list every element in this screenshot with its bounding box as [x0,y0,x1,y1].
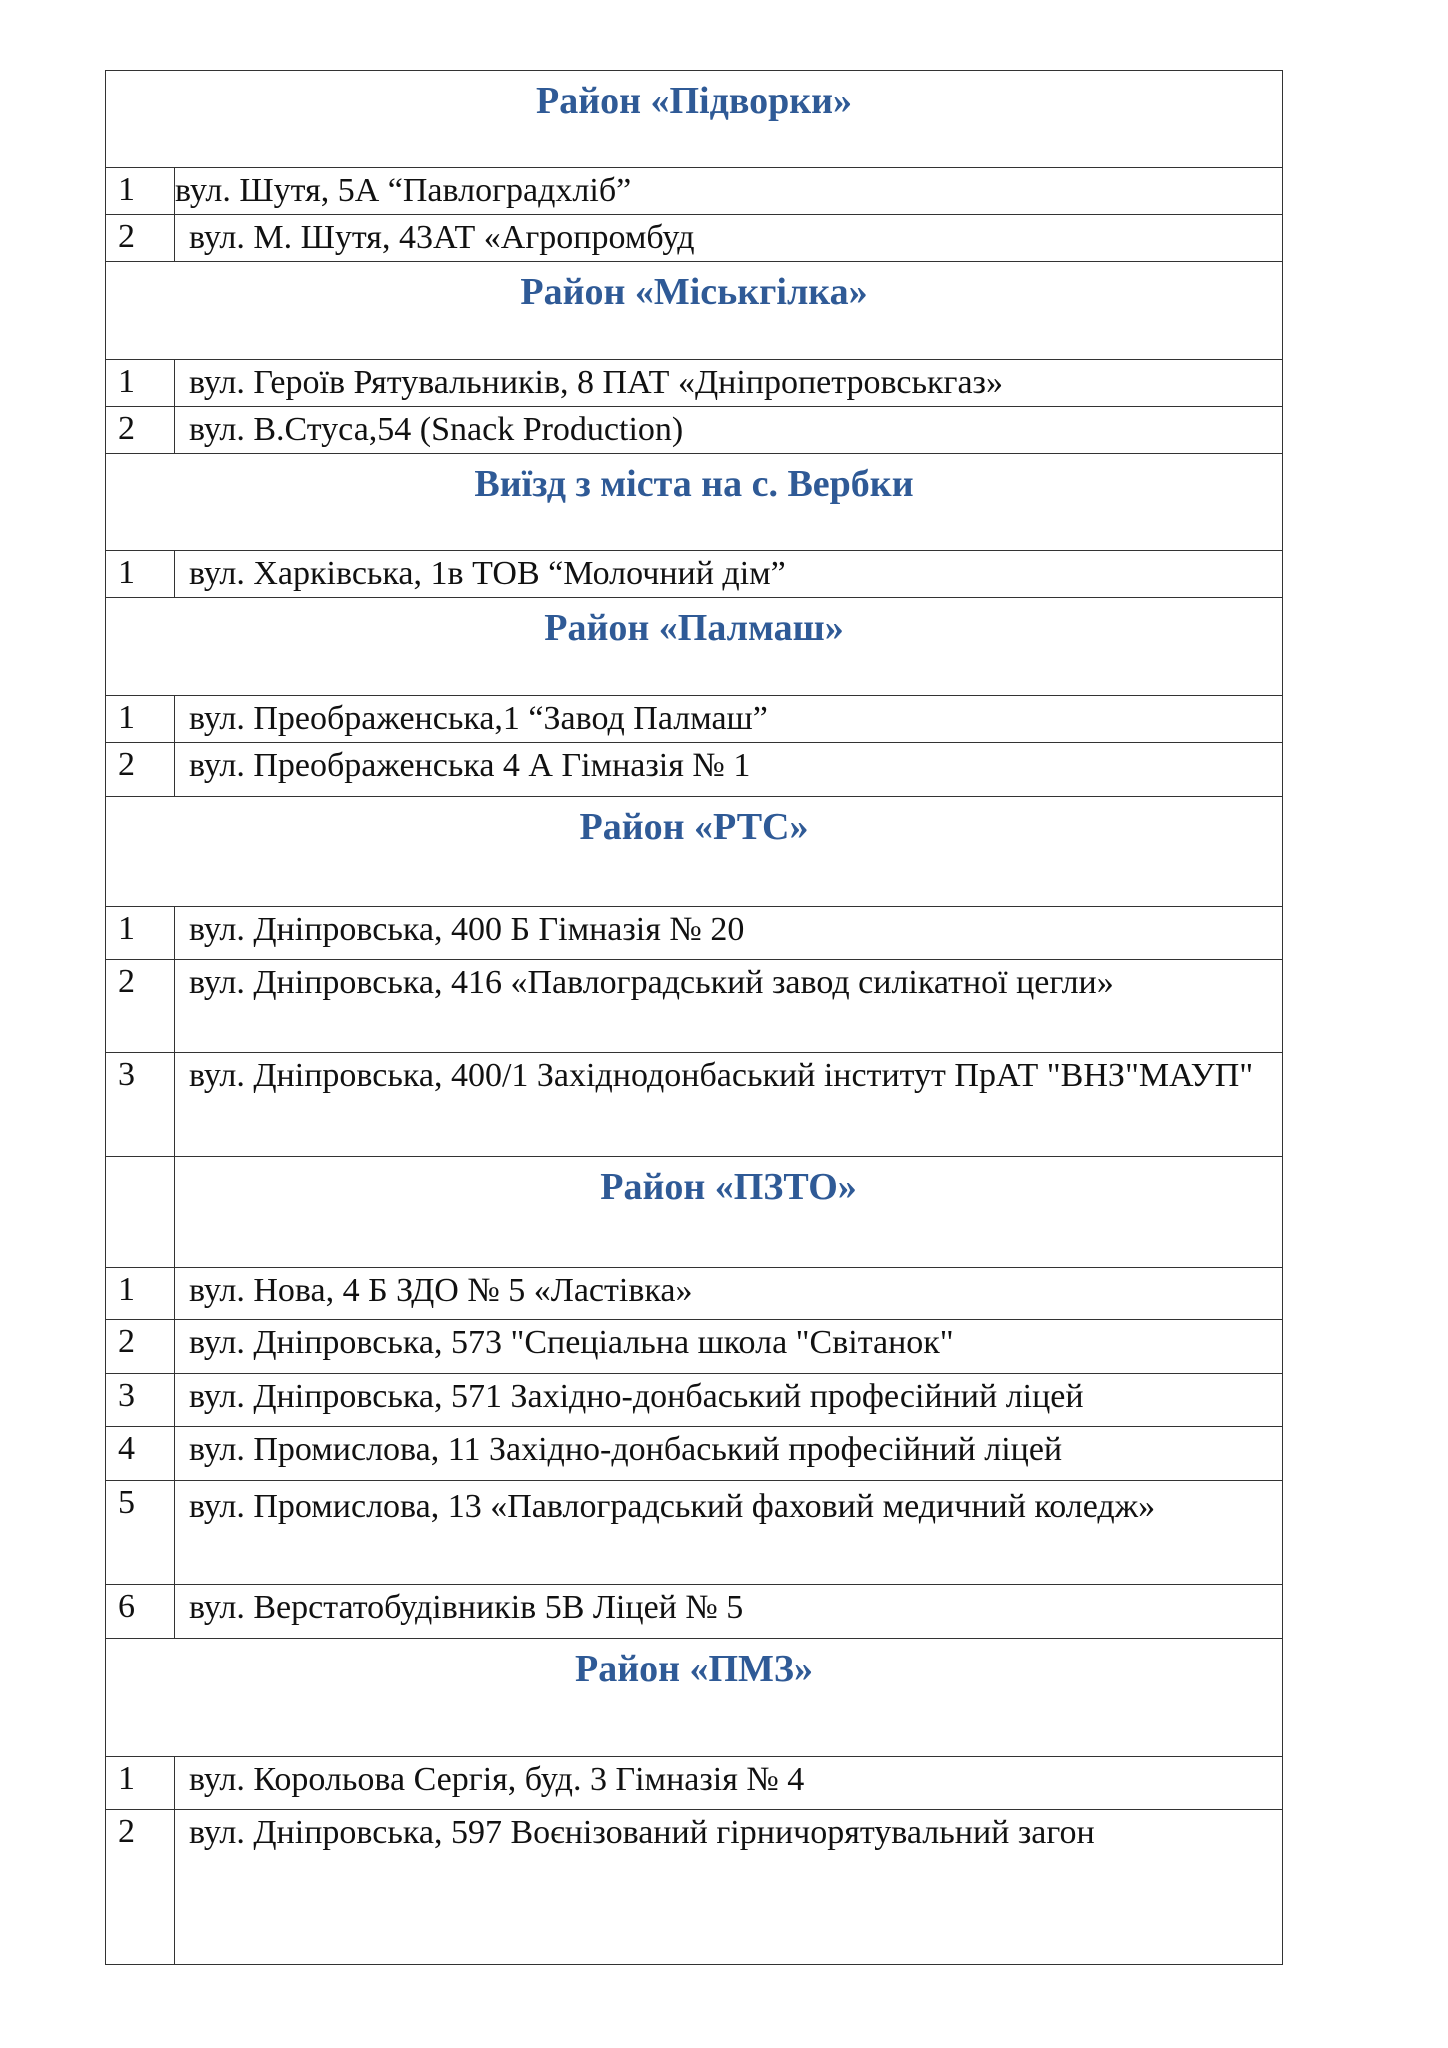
locations-table [105,70,1283,1965]
row-address: вул. Верстатобудівників 5В Ліцей № 5 [175,1585,1283,1639]
row-address: вул. Корольова Сергія, буд. 3 Гімназія № 4 [175,1757,1283,1810]
row-address: вул. Дніпровська, 400 Б Гімназія № 20 [175,907,1283,960]
row-number: 1 [106,1268,175,1320]
section-title: Район «Міськгілка» [106,262,1283,360]
row-address: вул. Дніпровська, 597 Воєнізований гірничорятувальний загон [175,1810,1283,1965]
table-row [106,1585,1283,1639]
row-number: 2 [106,407,175,454]
table-row [106,696,1283,743]
table-row [106,215,1283,262]
row-address: вул. В.Стуса,54 (Snack Production) [175,407,1283,454]
row-address: вул. М. Шутя, 43АТ «Агропромбуд [175,215,1283,262]
row-number: 3 [106,1374,175,1427]
section-header-row [106,454,1283,551]
table-row [106,907,1283,960]
row-number: 2 [106,743,175,797]
row-address: вул. Дніпровська, 416 «Павлоградський завод силікатної цегли» [175,960,1283,1053]
row-number: 2 [106,960,175,1053]
row-address: вул. Промислова, 13 «Павлоградський фаховий медичний коледж» [175,1481,1283,1585]
row-address: вул. Преображенська 4 А Гімназія № 1 [175,743,1283,797]
section-title: Район «Підворки» [106,71,1283,168]
table-row [106,407,1283,454]
section-header-row [106,797,1283,907]
row-number: 4 [106,1427,175,1481]
row-number: 1 [106,907,175,960]
row-address: вул. Дніпровська, 571 Західно-донбаський професійний ліцей [175,1374,1283,1427]
section-title: Район «РТС» [106,797,1283,907]
row-number: 1 [106,360,175,407]
row-number: 1 [106,551,175,598]
table-row [106,1268,1283,1320]
row-number: 1 [106,696,175,743]
row-address: вул. Шутя, 5А “Павлоградхліб” [175,168,1283,215]
table-row [106,1053,1283,1157]
table-row [106,1757,1283,1810]
table-row [106,1810,1283,1965]
row-number: 1 [106,168,175,215]
section-header-row [106,1639,1283,1757]
row-number: 1 [106,1757,175,1810]
table-row [106,551,1283,598]
table-row [106,1374,1283,1427]
section-header-row [106,262,1283,360]
table-row [106,743,1283,797]
section-header-row [106,71,1283,168]
section-title: Район «ПЗТО» [175,1157,1283,1268]
table-row [106,168,1283,215]
row-address: вул. Харківська, 1в ТОВ “Молочний дім” [175,551,1283,598]
section-header-row [106,1157,1283,1268]
section-title: Район «ПМЗ» [106,1639,1283,1757]
row-address: вул. Нова, 4 Б ЗДО № 5 «Ластівка» [175,1268,1283,1320]
row-address: вул. Преображенська,1 “Завод Палмаш” [175,696,1283,743]
row-address: вул. Промислова, 11 Західно-донбаський професійний ліцей [175,1427,1283,1481]
section-title: Район «Палмаш» [106,598,1283,696]
row-number: 3 [106,1053,175,1157]
empty-number-cell [106,1157,175,1268]
row-address: вул. Дніпровська, 400/1 Західнодонбаський інститут ПрАТ "ВНЗ"МАУП" [175,1053,1283,1157]
table-row [106,360,1283,407]
table-row [106,1427,1283,1481]
section-title: Виїзд з міста на с. Вербки [106,454,1283,551]
table-row [106,960,1283,1053]
row-number: 2 [106,1320,175,1374]
table-row [106,1481,1283,1585]
row-address: вул. Дніпровська, 573 "Спеціальна школа "Світанок" [175,1320,1283,1374]
section-header-row [106,598,1283,696]
row-number: 6 [106,1585,175,1639]
row-number: 5 [106,1481,175,1585]
row-address: вул. Героїв Рятувальників, 8 ПАТ «Дніпропетровськгаз» [175,360,1283,407]
row-number: 2 [106,215,175,262]
row-number: 2 [106,1810,175,1965]
table-row [106,1320,1283,1374]
